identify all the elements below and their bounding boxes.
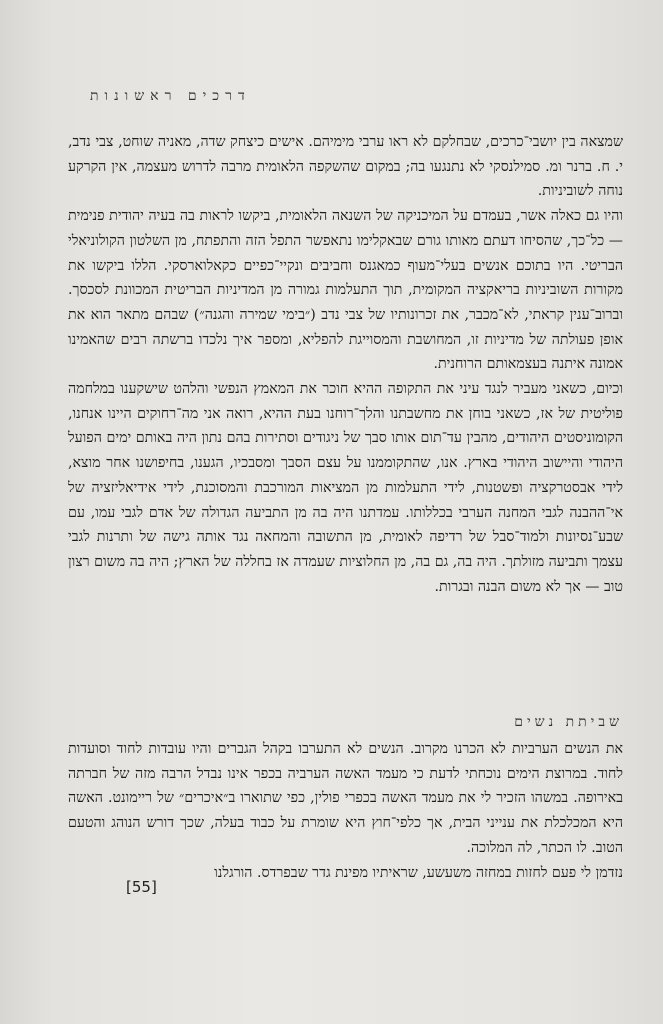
paragraph: את הנשים הערביות לא הכרנו מקרוב. הנשים לא התערבו בקהל הגברים והיו עובדות לחוד וסועדות לחוד. במרוצת הימים נוכחתי לדעת כי מעמד האשה הערביה בכפר אינו נבדל הרבה מזה של חברתה באירופה. במשהו הזכיר לי את מעמד האשה בכפרי פולין, כפי שתוארו ב״איכרים״ של ריימונט. האשה היא המכלכלת את ענייני הבית, אך כלפי־חוץ היא שומרת על כבוד בעלה, שכך דורש הנוהג והטעם הטוב. לו הכתר, לה המלוכה. (68, 741, 623, 856)
paragraph: שמצאה בין יושבי־כרכים, שבחלקם לא ראו ערבי מימיהם. אישים כיצחק שדה, מאניה שוחט, צבי נדב, י. ח. ברנר ומ. סמילנסקי לא נתנגעו בה; במקום שהשקפה הלאומית מרבה לדרוש מעצמה, אין הקרקע נוחה לשוביניות. (68, 134, 623, 200)
paragraph: נזדמן לי פעם לחזות במחזה משעשע, שראיתיו מפינת גדר שבפרדס. הורגלנו (214, 864, 623, 881)
section-text (68, 737, 623, 885)
body-text (68, 130, 623, 599)
running-head: דרכים ראשונות (90, 88, 251, 104)
paragraph: וכיום, כשאני מעביר לנגד עיני את התקופה ההיא חוכר את המאמץ הנפשי והלהט שישקענו במלחמה פוליטית של אז, כשאני בוחן את מחשבתנו והלך־רוחנו בעת ההיא, רואה אני מה־רחוקים היינו אנחנו, הקומוניסטים היהודים, מהבין עד־תום אותו סבך של ניגודים וסתירות בהם נתון היה באותם ימים הפועל היהודי והיישוב היהודי בארץ. אנו, שהתקוממנו על עצם הסבך ומסבכיו, הגענו, בחיפושנו אחר מוצא, לידי אבסטרקציה ופשטנות, לידי התעלמות מן המציאות המורכבת והמסוכנת, לידי אידיאליזציה של אי־ההבנה לגבי המחנה הערבי בכללותו. עמדתנו היה בה מן התביעה הגדולה של אדם לגבי עמו, עם שבע־נסיונות ולמוד־סבל של רדיפה לאומית, מן התשובה והמחאה נגד אותה גישה של ותרנות לגבי עצמך ותביעה מזולתך. היה בה, גם בה, מן החלוציות שעמדה אז בחללה של הארץ; היה בה משום רצון טוב — אך לא משום הבנה ובגרות. (68, 381, 623, 595)
page-number: [55] (126, 878, 157, 896)
section-title: שביתת נשים (514, 714, 623, 730)
paragraph: והיו גם כאלה אשר, בעמדם על המיכניקה של השנאה הלאומית, ביקשו לראות בה בעיה יהודית פנימית — כל־כך, שהסיחו דעתם מאותו גורם שבאקלימו נתאפשר התפל הזה והתפתח, מן השלטון הקולוניאלי הבריטי. היו בתוכם אנשים בעלי־מעוף כמאגנס וחביבים ונקיי־כפיים כקאלוארסקי. הללו ביקשו את מקורות השוביניות בריאקציה המקומית, תוך התעלמות גמורה מן המדיניות הבריטית המכוונת לסכסך. וברוב־ענין קראתי, לא־מכבר, את זכרונותיו של צבי נדב (״בימי שמירה והגנה״) שבהם מתאר הוא את אופן פעולתה של מדיניות זו, המחושבת והמסוייגת להפליא, ומספר איך נלכדו ברשתה רבים שהאמינו אמונה איתנה בעצמאותם הרוחנית. (68, 208, 623, 373)
